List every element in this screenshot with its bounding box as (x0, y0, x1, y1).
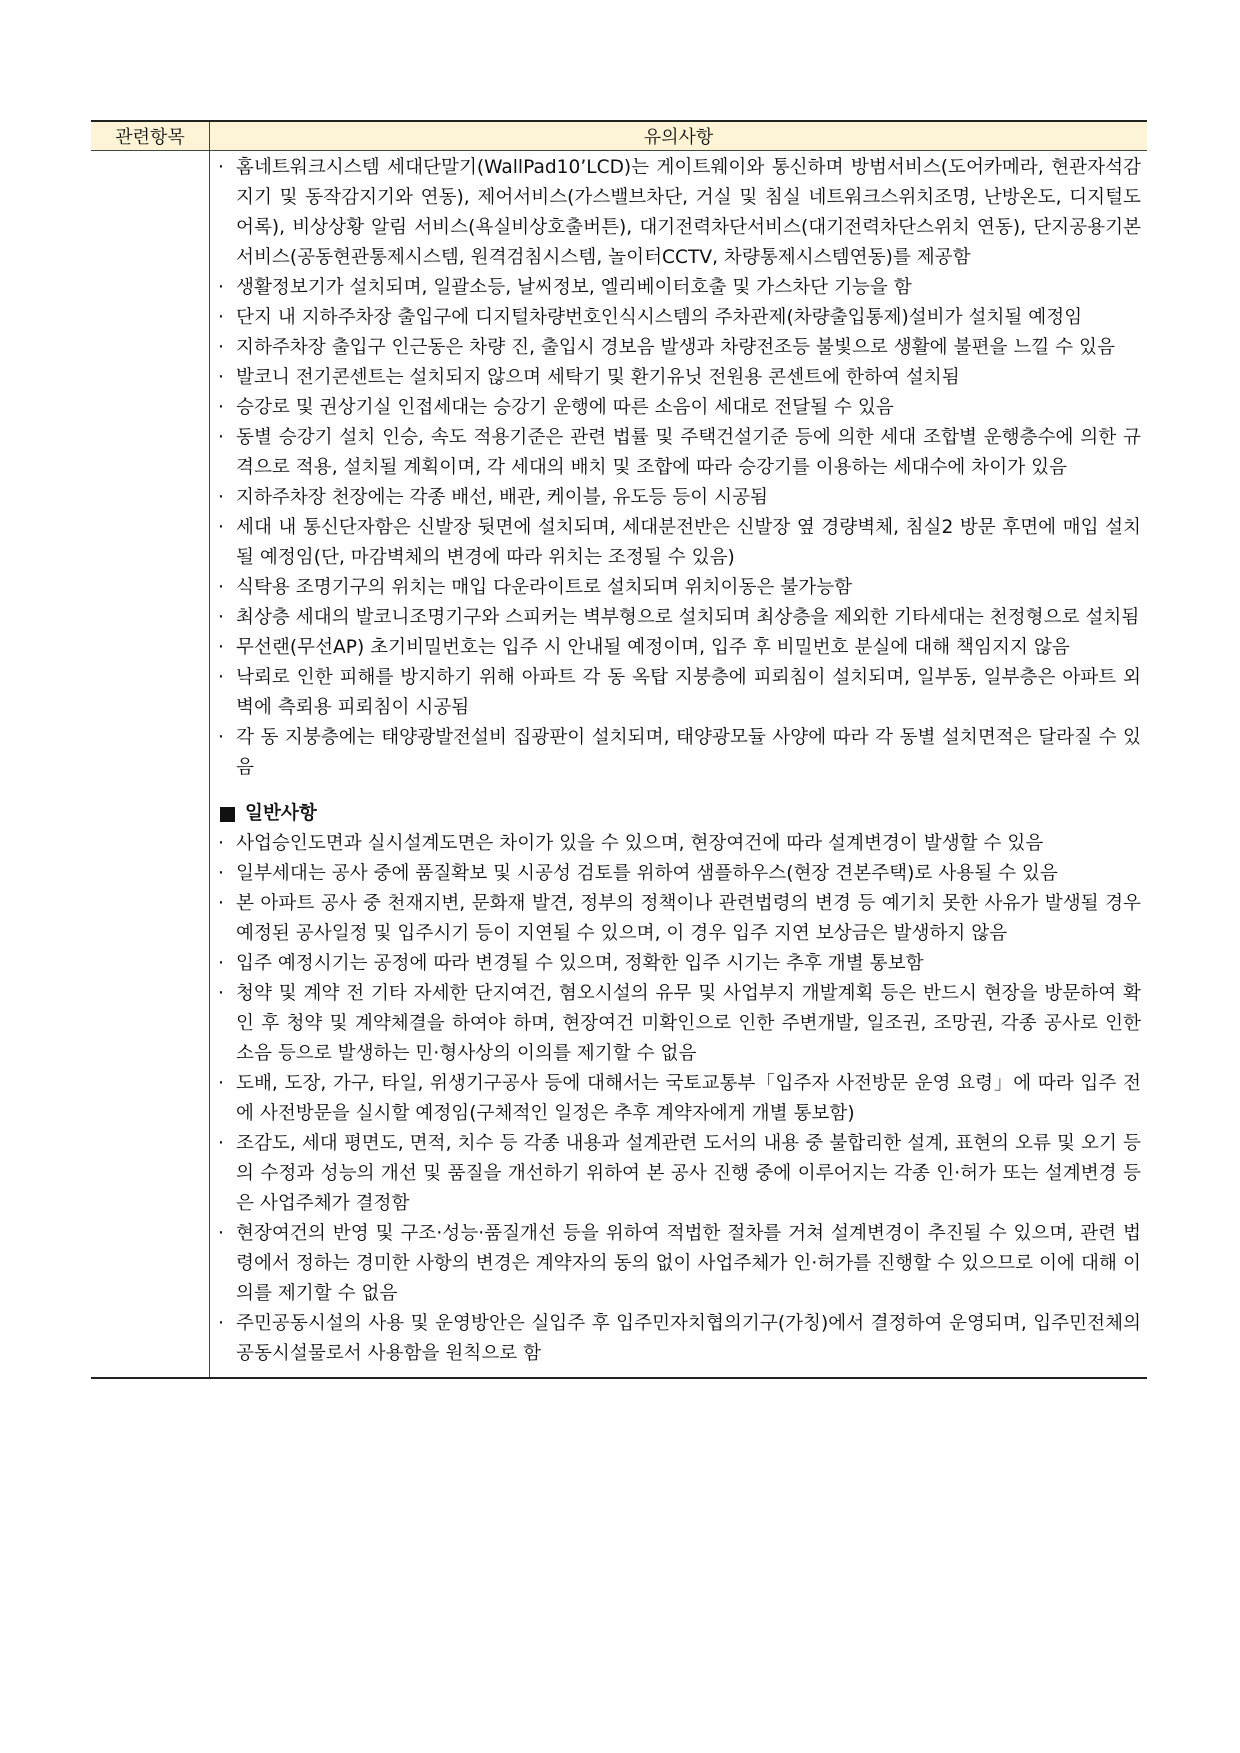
list-item (216, 1129, 1141, 1219)
bullet-marker: · (218, 953, 224, 974)
list-item-text: 식탁용 조명기구의 위치는 매입 다운라이트로 설치되며 위치이동은 불가능함 (236, 577, 853, 598)
list-item (216, 333, 1141, 363)
list-item (216, 153, 1141, 273)
list-item (216, 979, 1141, 1069)
list-item-text: 본 아파트 공사 중 천재지변, 문화재 발견, 정부의 정책이나 관련법령의 변경 등 예기치 못한 사유가 발생될 경우 예정된 공사일정 및 입주시기 등이 지연될 수 있으며, 이 경우 입주 지연 보상금은 발생하지 않음 (236, 893, 1141, 944)
list-item (216, 273, 1141, 303)
bullet-marker: · (218, 1313, 224, 1334)
table-header (91, 122, 1147, 151)
bullet-marker: · (218, 863, 224, 884)
list-item-text: 생활정보기가 설치되며, 일괄소등, 날씨정보, 엘리베이터호출 및 가스차단 기능을 함 (236, 277, 912, 298)
list-item (216, 393, 1141, 423)
list-item (216, 829, 1141, 859)
bullet-marker: · (218, 337, 224, 358)
bullet-marker: · (218, 983, 224, 1004)
bullet-marker: · (218, 637, 224, 658)
list-item (216, 423, 1141, 483)
facility-notes-list (216, 153, 1141, 783)
list-item (216, 949, 1141, 979)
list-item (216, 1069, 1141, 1129)
list-item (216, 859, 1141, 889)
list-item-text: 단지 내 지하주차장 출입구에 디지털차량번호인식시스템의 주차관제(차량출입통제)설비가 설치될 예정임 (236, 307, 1083, 328)
section-general-label: 일반사항 (245, 803, 317, 824)
list-item-text: 세대 내 통신단자함은 신발장 뒷면에 설치되며, 세대분전반은 신발장 옆 경량벽체, 침실2 방문 후면에 매입 설치 될 예정임(단, 마감벽체의 변경에 따라 위치는 조정될 수 있음) (236, 517, 1141, 568)
related-item-cell (91, 151, 210, 1377)
bullet-marker: · (218, 1133, 224, 1154)
bullet-marker: · (218, 607, 224, 628)
list-item-text: 도배, 도장, 가구, 타일, 위생기구공사 등에 대해서는 국토교통부「입주자 사전방문 운영 요령」에 따라 입주 전에 사전방문을 실시할 예정임(구체적인 일정은 추후 계약자에게 개별 통보함) (236, 1073, 1141, 1124)
list-item (216, 573, 1141, 603)
header-related-item: 관련항목 (91, 122, 210, 150)
header-notes: 유의사항 (643, 127, 714, 148)
list-item (216, 723, 1141, 783)
bullet-marker: · (218, 307, 224, 328)
list-item (216, 1219, 1141, 1309)
list-item-text: 입주 예정시기는 공정에 따라 변경될 수 있으며, 정확한 입주 시기는 추후 개별 통보함 (236, 953, 924, 974)
list-item (216, 633, 1141, 663)
bullet-marker: · (218, 397, 224, 418)
general-notes-list (216, 829, 1141, 1369)
list-item (216, 603, 1141, 633)
bullet-marker: · (218, 727, 224, 748)
list-item (216, 363, 1141, 393)
list-item-text: 최상층 세대의 발코니조명기구와 스피커는 벽부형으로 설치되며 최상층을 제외한 기타세대는 천정형으로 설치됨 (236, 607, 1140, 628)
list-item-text: 승강로 및 권상기실 인접세대는 승강기 운행에 따른 소음이 세대로 전달될 수 있음 (236, 397, 894, 418)
bullet-marker: · (218, 1223, 224, 1244)
bullet-marker: · (218, 517, 224, 538)
bullet-marker: · (218, 367, 224, 388)
list-item (216, 513, 1141, 573)
list-item-text: 사업승인도면과 실시설계도면은 차이가 있을 수 있으며, 현장여건에 따라 설계변경이 발생할 수 있음 (236, 833, 1044, 854)
list-item-text: 지하주차장 천장에는 각종 배선, 배관, 케이블, 유도등 등이 시공됨 (236, 487, 769, 508)
list-item (216, 889, 1141, 949)
list-item-text: 지하주차장 출입구 인근동은 차량 진, 출입시 경보음 발생과 차량전조등 불빛으로 생활에 불편을 느낄 수 있음 (236, 337, 1115, 358)
section-general-title (216, 799, 1141, 829)
list-item-text: 각 동 지붕층에는 태양광발전설비 집광판이 설치되며, 태양광모듈 사양에 따라 각 동별 설치면적은 달라질 수 있음 (236, 727, 1141, 778)
bullet-marker: · (218, 1073, 224, 1094)
list-item-text: 일부세대는 공사 중에 품질확보 및 시공성 검토를 위하여 샘플하우스(현장 견본주택)로 사용될 수 있음 (236, 863, 1058, 884)
list-item-text: 조감도, 세대 평면도, 면적, 치수 등 각종 내용과 설계관련 도서의 내용 중 불합리한 설계, 표현의 오류 및 오기 등의 수정과 성능의 개선 및 품질을 개선하기 위하여 본 공사 진행 중에 이루어지는 각종 인·허가 또는 설계변경 등은 사업주체가 결정함 (236, 1133, 1141, 1214)
bullet-marker: · (218, 667, 224, 688)
bullet-marker: · (218, 893, 224, 914)
list-item (216, 303, 1141, 333)
filled-square-icon (220, 807, 235, 822)
bullet-marker: · (218, 427, 224, 448)
notice-table (91, 120, 1147, 1379)
list-item-text: 낙뢰로 인한 피해를 방지하기 위해 아파트 각 동 옥탑 지붕층에 피뢰침이 설치되며, 일부동, 일부층은 아파트 외벽에 측뢰용 피뢰침이 시공됨 (236, 667, 1141, 718)
list-item-text: 홈네트워크시스템 세대단말기(WallPad10’LCD)는 게이트웨이와 통신하며 방범서비스(도어카메라, 현관자석감지기 및 동작감지기와 연동), 제어서비스(가스밸브차단, 거실 및 침실 네트워크스위치조명, 난방온도, 디지털도어록), 비상상황 알림 서비스(욕실비상호출버튼), 대기전력차단서비스(대기전력차단스위치 연동), 단지공용기본서비스(공동현관통제시스템, 원격검침시스템, 놀이터CCTV, 차량통제시스템연동)를 제공함 (236, 157, 1141, 268)
list-item-text: 동별 승강기 설치 인승, 속도 적용기준은 관련 법률 및 주택건설기준 등에 의한 세대 조합별 운행층수에 의한 규격으로 적용, 설치될 계획이며, 각 세대의 배치 및 조합에 따라 승강기를 이용하는 세대수에 차이가 있음 (236, 427, 1141, 478)
bullet-marker: · (218, 277, 224, 298)
list-item-text: 무선랜(무선AP) 초기비밀번호는 입주 시 안내될 예정이며, 입주 후 비밀번호 분실에 대해 책임지지 않음 (236, 637, 1070, 658)
table-body-row (91, 151, 1147, 1377)
bullet-marker: · (218, 577, 224, 598)
list-item (216, 483, 1141, 513)
bullet-marker: · (218, 157, 224, 178)
list-item (216, 663, 1141, 723)
bullet-marker: · (218, 487, 224, 508)
bullet-marker: · (218, 833, 224, 854)
list-item-text: 주민공동시설의 사용 및 운영방안은 실입주 후 입주민자치협의기구(가칭)에서 결정하여 운영되며, 입주민전체의 공동시설물로서 사용함을 원칙으로 함 (236, 1313, 1141, 1364)
notes-cell (210, 151, 1147, 1377)
list-item-text: 청약 및 계약 전 기타 자세한 단지여건, 혐오시설의 유무 및 사업부지 개발계획 등은 반드시 현장을 방문하여 확인 후 청약 및 계약체결을 하여야 하며, 현장여건 미확인으로 인한 주변개발, 일조권, 조망권, 각종 공사로 인한 소음 등으로 발생하는 민·형사상의 이의를 제기할 수 없음 (236, 983, 1141, 1064)
list-item-text: 발코니 전기콘센트는 설치되지 않으며 세탁기 및 환기유닛 전원용 콘센트에 한하여 설치됨 (236, 367, 960, 388)
list-item-text: 현장여건의 반영 및 구조·성능·품질개선 등을 위하여 적법한 절차를 거쳐 설계변경이 추진될 수 있으며, 관련 법령에서 정하는 경미한 사항의 변경은 계약자의 동의 없이 사업주체가 인·허가를 진행할 수 있으므로 이에 대해 이의를 제기할 수 없음 (236, 1223, 1141, 1304)
list-item (216, 1309, 1141, 1369)
